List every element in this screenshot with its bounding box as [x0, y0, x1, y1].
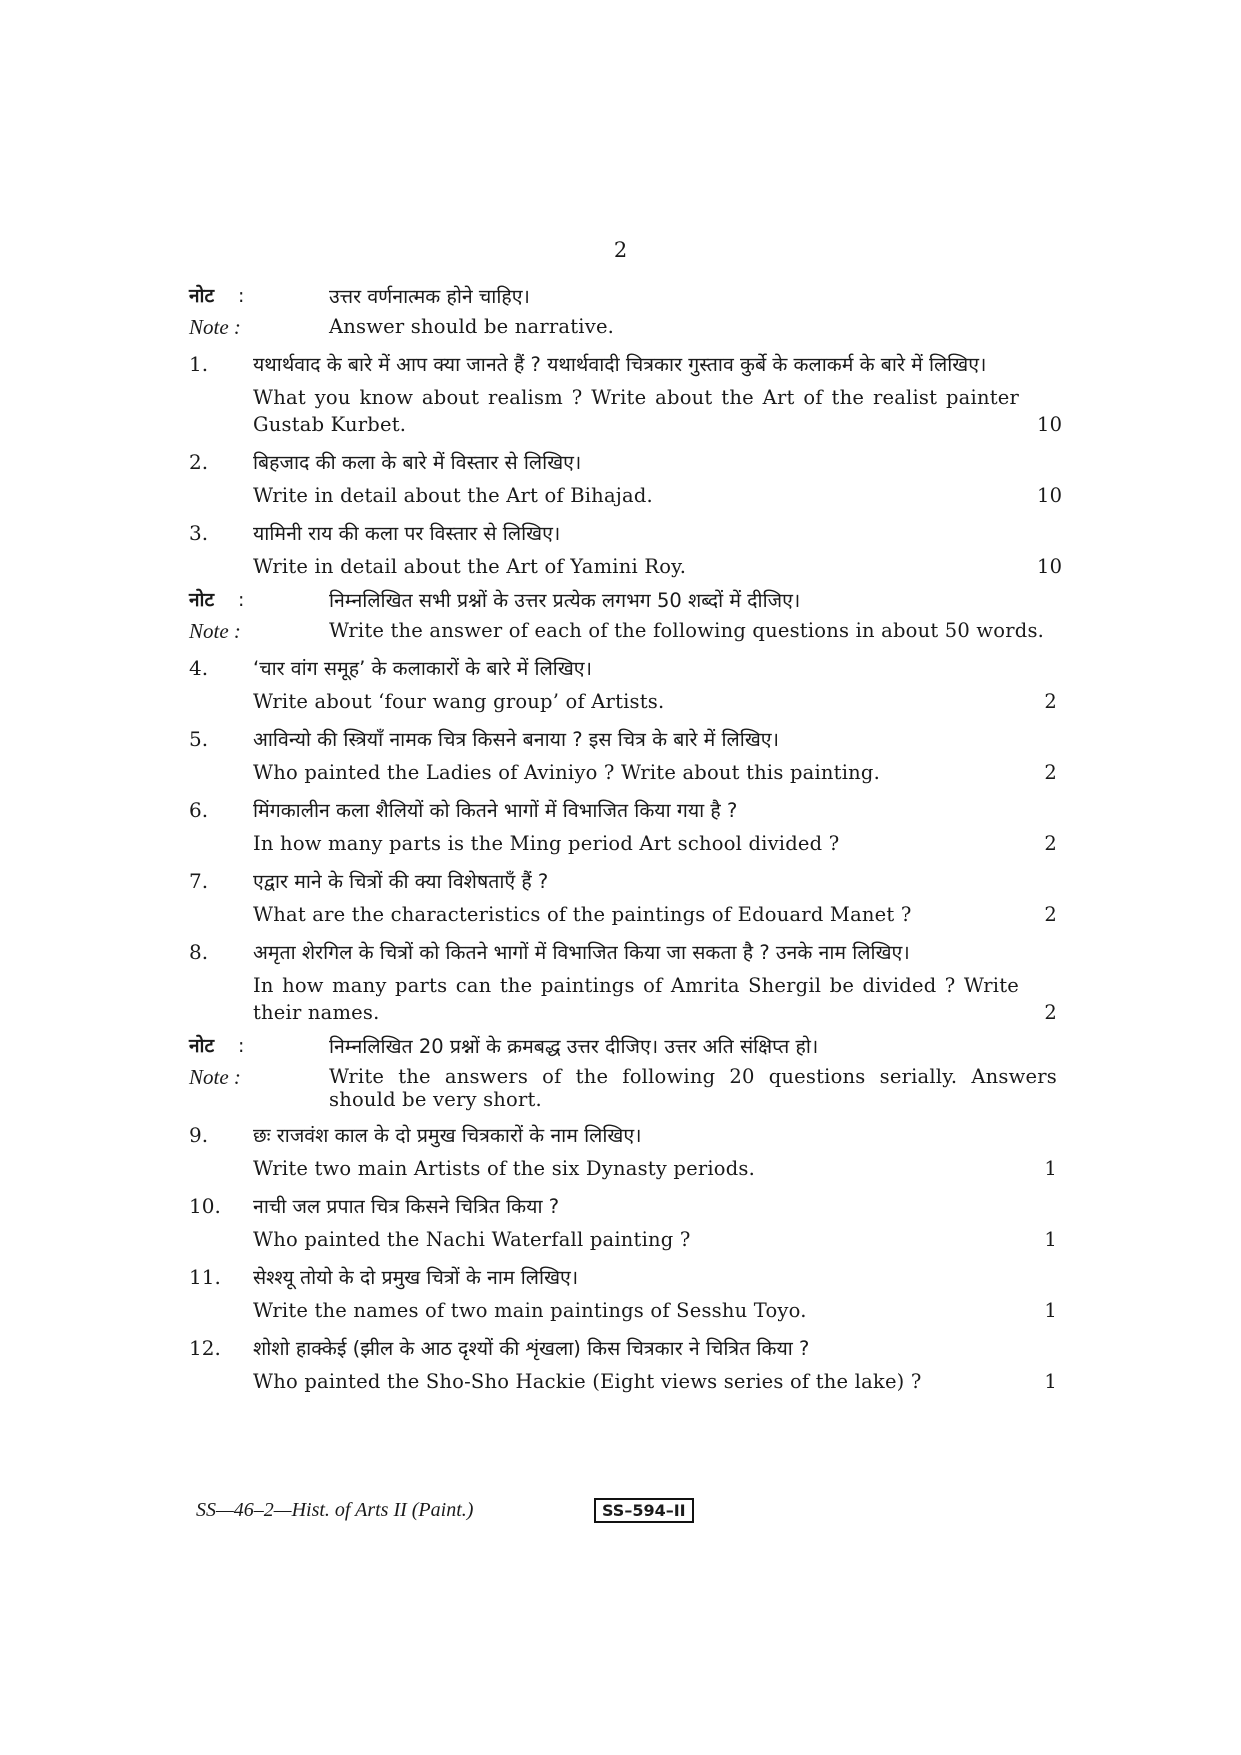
question-number: 8. — [189, 940, 209, 964]
question-marks: 1 — [1044, 1228, 1057, 1251]
question-english: In how many parts is the Ming period Art school divided ? — [253, 832, 840, 855]
question-4 — [189, 650, 1057, 715]
question-10 — [189, 1188, 1057, 1253]
note-english: Note : Answer should be narrative. — [189, 315, 1057, 340]
note-hindi: नोट : निम्नलिखित 20 प्रश्नों के क्रमबद्ध उत्तर दीजिए। उत्तर अति संक्षिप्त हो। — [189, 1032, 1057, 1059]
question-paper-content — [189, 282, 1063, 1401]
question-hindi: ‘चार वांग समूह’ के कलाकारों के बारे में लिखिए। — [253, 657, 592, 680]
question-number: 3. — [189, 521, 209, 545]
question-marks: 1 — [1044, 1370, 1057, 1393]
page-footer — [196, 1498, 696, 1523]
question-english: Who painted the Ladies of Aviniyo ? Write about this painting. — [253, 761, 880, 784]
question-english: Write two main Artists of the six Dynasty periods. — [253, 1157, 756, 1180]
note-hindi-label: नोट — [189, 589, 215, 611]
section-3 — [189, 1032, 1057, 1395]
question-marks: 2 — [1044, 690, 1057, 713]
note-english: Note : Write the answer of each of the following questions in about 50 words. — [189, 619, 1057, 644]
note-hindi-text: उत्तर वर्णनात्मक होने चाहिए। — [329, 285, 530, 308]
question-number: 10. — [189, 1194, 221, 1218]
note-hindi-text: निम्नलिखित 20 प्रश्नों के क्रमबद्ध उत्तर दीजिए। उत्तर अति संक्षिप्त हो। — [329, 1035, 819, 1058]
page-number: 2 — [613, 238, 628, 262]
section-1 — [189, 282, 1063, 580]
question-11 — [189, 1259, 1057, 1324]
paper-code: SS—46–2—Hist. of Arts II (Paint.) — [196, 1499, 474, 1521]
note-english-label: Note — [189, 315, 229, 339]
question-number: 2. — [189, 450, 209, 474]
question-1 — [189, 346, 1063, 438]
question-marks: 10 — [1037, 555, 1063, 578]
note-english-text: Write the answer of each of the following questions in about 50 words. — [329, 619, 1045, 642]
question-hindi: नाची जल प्रपात चित्र किसने चित्रित किया ? — [253, 1195, 560, 1218]
note-hindi-label: नोट — [189, 285, 215, 307]
note-english-text: Write the answers of the following 20 questions serially. Answers should be very short. — [329, 1065, 1057, 1111]
question-marks: 10 — [1037, 413, 1063, 436]
question-english: Write in detail about the Art of Bihajad. — [253, 484, 653, 507]
note-hindi: नोट : उत्तर वर्णनात्मक होने चाहिए। — [189, 282, 1057, 309]
question-number: 11. — [189, 1265, 221, 1289]
question-6 — [189, 792, 1057, 857]
question-marks: 2 — [1044, 832, 1057, 855]
question-english: In how many parts can the paintings of Amrita Shergil be divided ? Write their names. — [253, 974, 1019, 1024]
question-hindi: अमृता शेरगिल के चित्रों को कितने भागों में विभाजित किया जा सकता है ? उनके नाम लिखिए। — [253, 941, 910, 964]
question-marks: 1 — [1044, 1157, 1057, 1180]
question-number: 9. — [189, 1123, 209, 1147]
note-english-label: Note — [189, 619, 229, 643]
question-number: 7. — [189, 869, 209, 893]
question-english: What you know about realism ? Write about the Art of the realist painter Gustab Kurbet. — [253, 386, 1019, 436]
question-number: 1. — [189, 352, 209, 376]
question-7 — [189, 863, 1057, 928]
question-3 — [189, 515, 1063, 580]
question-english: Write in detail about the Art of Yamini Roy. — [253, 555, 687, 578]
question-number: 4. — [189, 656, 209, 680]
question-5 — [189, 721, 1057, 786]
question-hindi: यामिनी राय की कला पर विस्तार से लिखिए। — [253, 522, 561, 545]
question-english: Who painted the Nachi Waterfall painting ? — [253, 1228, 691, 1251]
question-marks: 10 — [1037, 484, 1063, 507]
question-number: 5. — [189, 727, 209, 751]
question-marks: 2 — [1044, 903, 1057, 926]
question-2 — [189, 444, 1063, 509]
question-marks: 1 — [1044, 1299, 1057, 1322]
question-english: Write the names of two main paintings of Sesshu Toyo. — [253, 1299, 807, 1322]
question-hindi: मिंगकालीन कला शैलियों को कितने भागों में विभाजित किया गया है ? — [253, 799, 738, 822]
question-marks: 2 — [1044, 761, 1057, 784]
note-hindi-text: निम्नलिखित सभी प्रश्नों के उत्तर प्रत्येक लगभग 50 शब्दों में दीजिए। — [329, 589, 801, 612]
section-2 — [189, 586, 1057, 1026]
question-english: Write about ‘four wang group’ of Artists. — [253, 690, 665, 713]
note-english: Note : Write the answers of the following 20 questions serially. Answers should be very short. — [189, 1065, 1057, 1111]
question-marks: 2 — [1044, 1001, 1057, 1024]
question-english: Who painted the Sho-Sho Hackie (Eight views series of the lake) ? — [253, 1370, 922, 1393]
question-english: What are the characteristics of the paintings of Edouard Manet ? — [253, 903, 912, 926]
question-12 — [189, 1330, 1057, 1395]
question-9 — [189, 1117, 1057, 1182]
paper-code-box: SS–594–II — [594, 1498, 694, 1523]
question-8 — [189, 934, 1057, 1026]
note-hindi-label: नोट — [189, 1035, 215, 1057]
question-hindi: आविन्यो की स्त्रियाँ नामक चित्र किसने बनाया ? इस चित्र के बारे में लिखिए। — [253, 728, 779, 751]
question-number: 6. — [189, 798, 209, 822]
question-hindi: सेश्श्यू तोयो के दो प्रमुख चित्रों के नाम लिखिए। — [253, 1266, 579, 1289]
note-hindi: नोट : निम्नलिखित सभी प्रश्नों के उत्तर प्रत्येक लगभग 50 शब्दों में दीजिए। — [189, 586, 1057, 613]
question-hindi: बिहजाद की कला के बारे में विस्तार से लिखिए। — [253, 451, 582, 474]
note-english-text: Answer should be narrative. — [329, 315, 615, 338]
question-hindi: यथार्थवाद के बारे में आप क्या जानते हैं ? यथार्थवादी चित्रकार गुस्ताव कुर्बे के कलाकर्म के बारे में लिखिए। — [253, 353, 987, 376]
question-number: 12. — [189, 1336, 221, 1360]
question-hindi: छः राजवंश काल के दो प्रमुख चित्रकारों के नाम लिखिए। — [253, 1124, 642, 1147]
question-hindi: शोशो हाक्केई (झील के आठ दृश्यों की शृंखला) किस चित्रकार ने चित्रित किया ? — [253, 1337, 810, 1360]
question-hindi: एद्वार माने के चित्रों की क्या विशेषताएँ हैं ? — [253, 870, 549, 893]
note-english-label: Note — [189, 1065, 229, 1089]
